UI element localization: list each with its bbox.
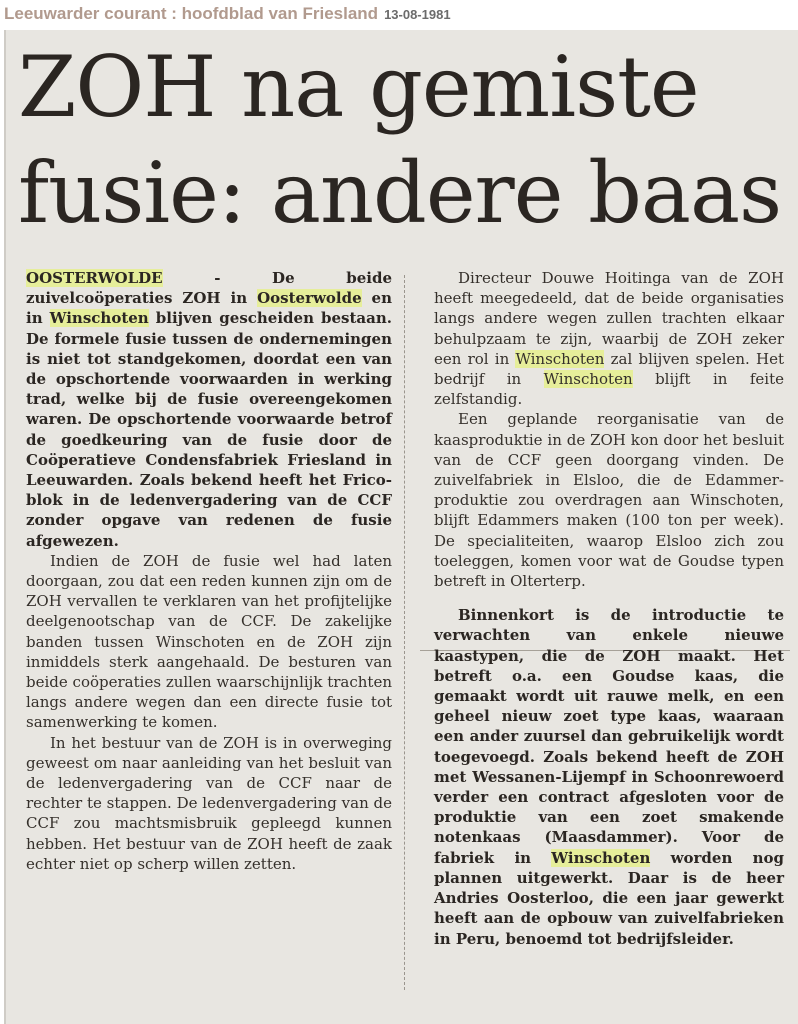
publication-date: 13-08-1981 [384, 7, 451, 22]
newspaper-source[interactable] [4, 4, 451, 24]
lead-text-2: en in [26, 289, 393, 328]
body-text: worden nog plannen uitgewerkt. Daar is de heer Andries Oosterloo, die een jaar gewerkt heeft aan de opbouw van zuivelfabrieken in Peru, benoemd tot bedrijfsleider. [434, 848, 784, 948]
body-text: blijft in feite zelfstandig. [434, 370, 785, 409]
place-highlight-winschoten: Winschoten [49, 309, 149, 328]
lead-text-3: blijven gescheiden bestaan. De formele fusie tussen de ondernemingen is niet tot standgekomen, doordat een van de opschortende voorwaarden in werking trad, welke bij de fusie overeengekomen waren. De opschortende voorwaarde betrof de goedkeuring van de fusie door de Coöperatieve Condensfabriek Friesland in Leeuwarden. Zoals bekend heeft het Frico-blok in de ledenvergadering van de CCF zonder opgave van redenen de fusie afgewezen. [26, 309, 393, 550]
body-paragraph: Indien de ZOH de fusie wel had laten doorgaan, zou dat een reden kunnen zijn om de ZOH vervallen te verklaren van het profijtelijke deelgenootschap van de CCF. De zakelijke banden tussen Winschoten en de ZOH zijn inmiddels sterk aangehaald. De besturen van beide coöperaties zullen waarschijnlijk trachten langs andere wegen dan een directe fusie tot samenwerking te komen. [26, 551, 392, 732]
article-column-left [26, 268, 392, 874]
place-highlight-oosterwolde: Oosterwolde [257, 289, 362, 308]
body-text: zal blijven spelen. Het bedrijf in [434, 349, 784, 389]
article-column-right [434, 268, 784, 949]
body-paragraph [434, 268, 784, 409]
body-paragraph: Een geplande reorganisatie van de kaasproduktie in de ZOH kon door het besluit van de CCF geen doorgang vinden. De zuivelfabriek in Elsloo, die de Edammer-produktie zou overdragen aan Winschoten, blijft Edammers maken (100 ton per week). De specialiteiten, waarop Elsloo zich zou toeleggen, komen voor wat de Goudse typen betreft in Olterterp. [434, 410, 784, 591]
lead-paragraph [26, 268, 392, 551]
lead-text-1: - De beide zuivelcoöperaties ZOH in [26, 269, 392, 308]
article-headline: ZOH na gemiste fusie: andere baas [18, 38, 782, 242]
body-paragraph: In het bestuur van de ZOH is in overweging geweest om naar aanleiding van het besluit van de ledenvergadering van de CCF naar de rechter te stappen. De ledenvergadering van de CCF zou machtsmisbruik gepleegd kunnen hebben. Het bestuur van de ZOH heeft de zaak echter niet op scherp willen zetten. [26, 733, 392, 873]
body-text: Directeur Douwe Hoitinga van de ZOH heeft meegedeeld, dat de beide organisaties langs andere wegen zullen trachten elkaar behulpzaam te zijn, waarbij de ZOH zeker een rol in [434, 269, 784, 368]
place-highlight-winschoten: Winschoten [551, 848, 651, 867]
dateline-highlight: OOSTERWOLDE [26, 269, 163, 287]
body-text: Binnenkort is de introductie te verwachten van enkele nieuwe kaastypen, die de ZOH maakt. Het betreft o.a. een Goudse kaas, die gemaakt wordt uit rauwe melk, en een geheel nieuw zoet type kaas, waaraan een ander zuursel dan gebruikelijk wordt toegevoegd. Zoals bekend heeft de ZOH met Wessanen-Lijempf in Schoonrewoerd verder een contract afgesloten voor de produktie van een zoet smakende notenkaas (Maasdammer). Voor de fabriek in [434, 606, 784, 867]
body-paragraph-bold [434, 605, 784, 948]
place-highlight-winschoten: Winschoten [515, 349, 605, 368]
column-divider [404, 275, 405, 990]
newspaper-title[interactable]: Leeuwarder courant : hoofdblad van Friesland [4, 4, 379, 23]
place-highlight-winschoten: Winschoten [543, 370, 633, 389]
viewer-header [0, 0, 798, 30]
